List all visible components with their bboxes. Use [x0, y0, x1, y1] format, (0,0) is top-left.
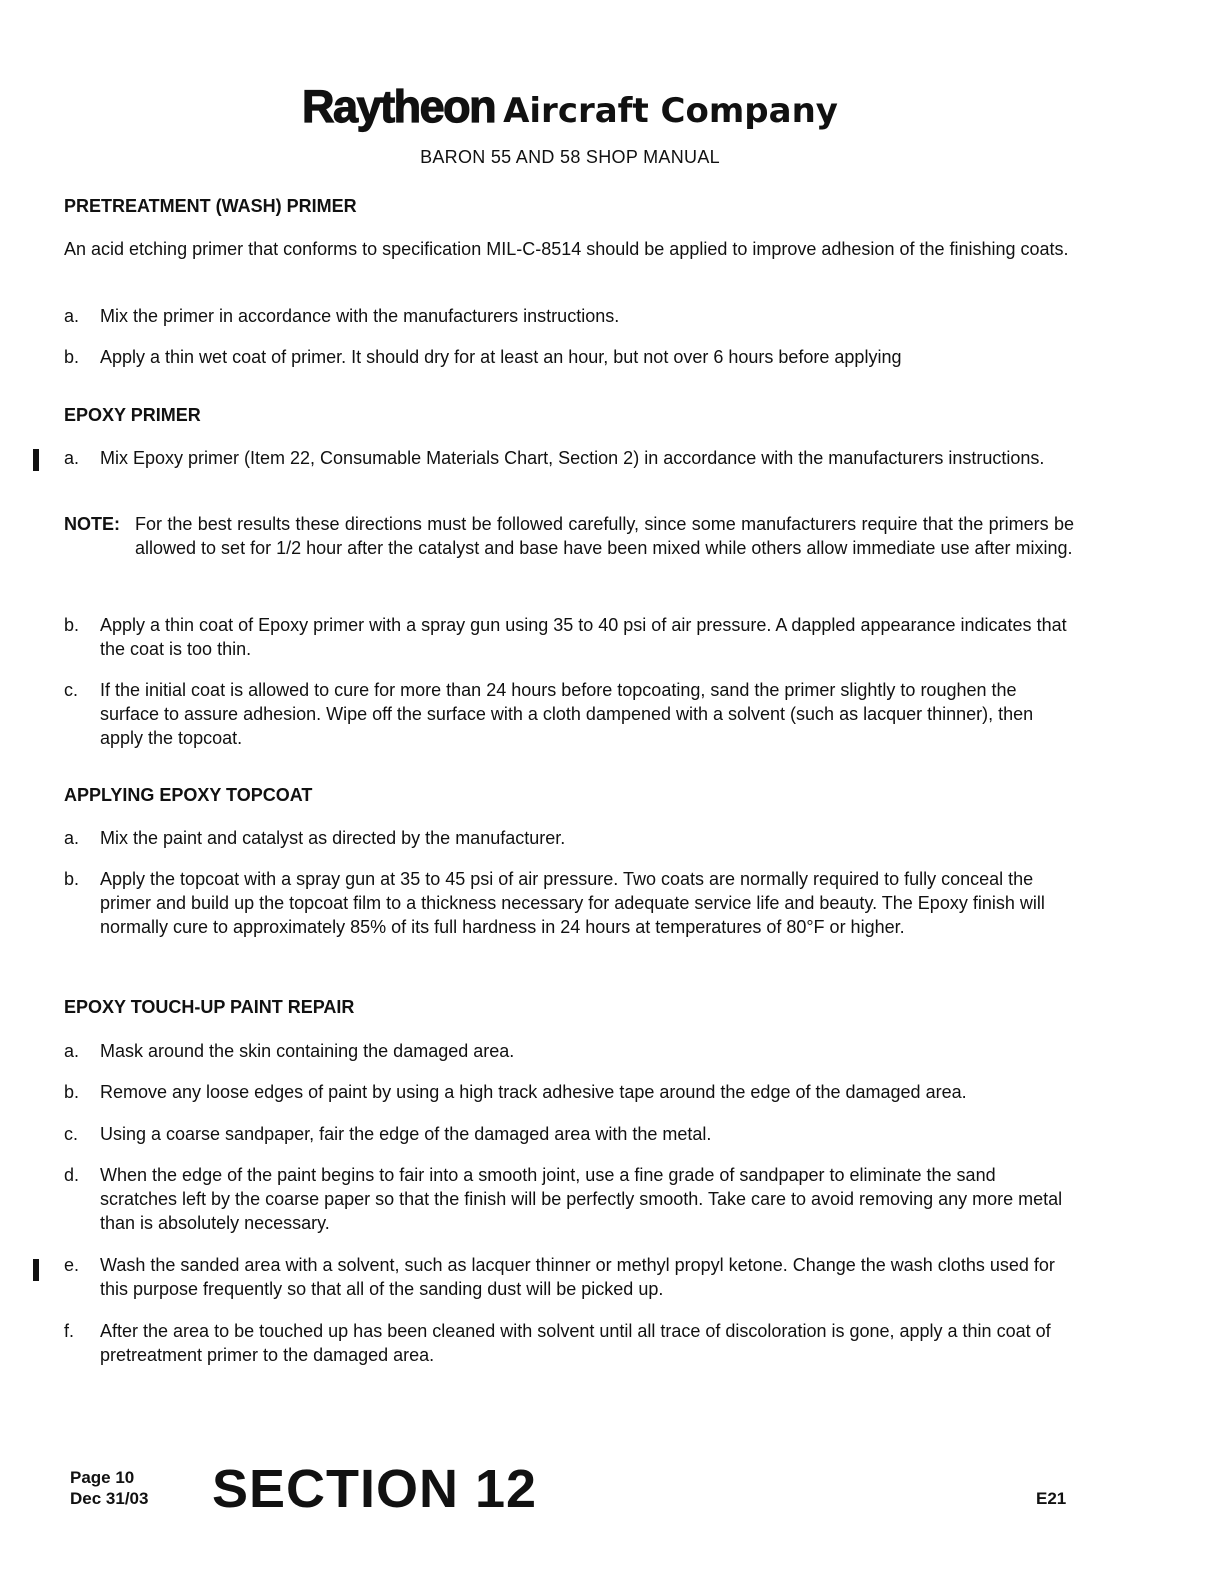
item-text: Mix the primer in accordance with the manufacturers instructions. [100, 306, 620, 326]
list-item [64, 867, 1074, 939]
heading-epoxy-primer: EPOXY PRIMER [64, 405, 201, 425]
item-letter: a. [64, 1041, 80, 1061]
list-item [64, 446, 1074, 470]
item-letter: f. [64, 1321, 75, 1341]
item-text: Mix the paint and catalyst as directed by the manufacturer. [100, 828, 566, 848]
wash-primer-intro: An acid etching primer that conforms to specification MIL-C-8514 should be applied to improve adhesion of the finishing coats. [64, 239, 1069, 259]
heading-touch-up-repair: EPOXY TOUCH-UP PAINT REPAIR [64, 997, 355, 1017]
item-text: Wash the sanded area with a solvent, such as lacquer thinner or methyl propyl ketone. Change the wash cloths used for this purpose frequently so that all of the sanding dust will be picked up. [100, 1255, 1055, 1299]
list-item [64, 1163, 1074, 1235]
item-letter: a. [64, 306, 80, 326]
brand-subtitle: Aircraft Company [503, 91, 838, 131]
item-letter: b. [64, 615, 80, 635]
list-item [64, 1319, 1074, 1367]
item-text: Using a coarse sandpaper, fair the edge of the damaged area with the metal. [100, 1124, 712, 1144]
item-text: Mix Epoxy primer (Item 22, Consumable Materials Chart, Section 2) in accordance with the manufacturers instructions. [100, 448, 1045, 468]
item-letter: a. [64, 828, 80, 848]
list-item [64, 345, 1074, 369]
list-item [64, 304, 1074, 328]
list-item [64, 1122, 1074, 1146]
note-block [64, 512, 1074, 560]
item-text: When the edge of the paint begins to fair into a smooth joint, use a fine grade of sandpaper to eliminate the sand scratches left by the coarse paper so that the finish will be perfectly smooth. Take care to avoid removing any more metal than is absolutely necessary. [100, 1165, 1063, 1233]
list-item [64, 1253, 1074, 1301]
revision-bar [33, 1259, 39, 1281]
item-text: Apply a thin wet coat of primer. It should dry for at least an hour, but not over 6 hours before applying [100, 347, 902, 367]
footer-page-info [70, 1467, 148, 1509]
heading-wash-primer: PRETREATMENT (WASH) PRIMER [64, 196, 357, 216]
item-letter: b. [64, 347, 80, 367]
item-letter: b. [64, 1082, 80, 1102]
list-item [64, 613, 1074, 661]
list-item [64, 826, 1074, 850]
item-text: If the initial coat is allowed to cure for more than 24 hours before topcoating, sand the primer slightly to roughen the surface to assure adhesion. Wipe off the surface with a cloth dampened with a solvent (such as lacquer thinner), then apply the topcoat. [100, 680, 1034, 748]
list-item [64, 678, 1074, 750]
item-letter: b. [64, 869, 80, 889]
company-logo [0, 81, 1140, 132]
page-code: E21 [1036, 1489, 1067, 1508]
note-text: For the best results these directions must be followed carefully, since some manufacturers require that the primers be allowed to set for 1/2 hour after the catalyst and base have been mixed while others allow immediate use after mixing. [135, 514, 1074, 558]
item-text: Apply the topcoat with a spray gun at 35 to 45 psi of air pressure. Two coats are normally required to fully conceal the primer and build up the topcoat film to a thickness necessary for adequate service life and beauty. The Epoxy finish will normally cure to approximately 85% of its full hardness in 24 hours at temperatures of 80°F or higher. [100, 869, 1045, 937]
page-number: Page 10 [70, 1468, 135, 1487]
item-letter: d. [64, 1165, 80, 1185]
item-text: After the area to be touched up has been cleaned with solvent until all trace of discoloration is gone, apply a thin coat of pretreatment primer to the damaged area. [100, 1321, 1051, 1365]
brand-name: Raytheon [302, 81, 496, 132]
item-text: Apply a thin coat of Epoxy primer with a spray gun using 35 to 40 psi of air pressure. A dappled appearance indicates that the coat is too thin. [100, 615, 1067, 659]
item-letter: a. [64, 448, 80, 468]
revision-date: Dec 31/03 [70, 1489, 149, 1508]
heading-epoxy-topcoat: APPLYING EPOXY TOPCOAT [64, 785, 313, 805]
item-letter: c. [64, 1124, 79, 1144]
list-item [64, 1080, 1074, 1104]
item-letter: e. [64, 1255, 80, 1275]
note-label: NOTE: [64, 514, 120, 534]
item-letter: c. [64, 680, 79, 700]
section-title: SECTION 12 [212, 1459, 538, 1519]
list-item [64, 1039, 1074, 1063]
item-text: Mask around the skin containing the damaged area. [100, 1041, 515, 1061]
manual-title: BARON 55 AND 58 SHOP MANUAL [420, 147, 720, 167]
item-text: Remove any loose edges of paint by using a high track adhesive tape around the edge of the damaged area. [100, 1082, 967, 1102]
revision-bar [33, 449, 39, 471]
page-header [0, 81, 1140, 168]
